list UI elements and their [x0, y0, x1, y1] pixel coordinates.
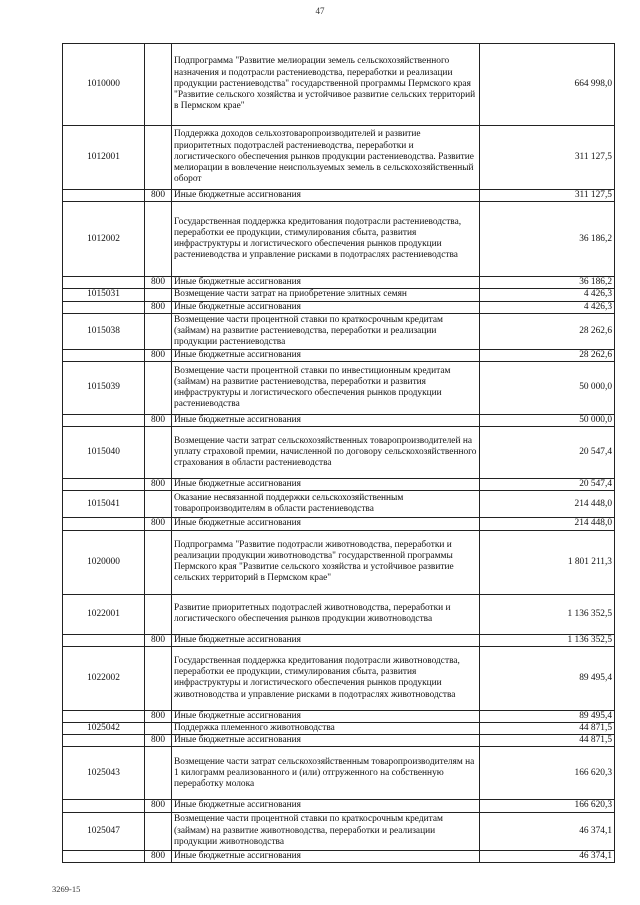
description-cell: Иные бюджетные ассигнования — [172, 850, 480, 862]
amount-cell: 20 547,4 — [480, 427, 615, 479]
description-cell: Иные бюджетные ассигнования — [172, 735, 480, 747]
amount-cell: 44 871,5 — [480, 735, 615, 747]
amount-cell: 214 448,0 — [480, 518, 615, 530]
amount-cell: 4 426,3 — [480, 301, 615, 313]
description-cell: Иные бюджетные ассигнования — [172, 277, 480, 289]
target-code-cell — [63, 735, 145, 747]
amount-cell: 46 374,1 — [480, 850, 615, 862]
description-cell: Иные бюджетные ассигнования — [172, 518, 480, 530]
amount-cell: 50 000,0 — [480, 362, 615, 415]
expense-type-cell — [145, 362, 172, 415]
table-row — [63, 313, 615, 349]
description-cell: Развитие приоритетных подотраслей животноводства, переработки и логистического обеспечения рынков продукции животноводства — [172, 594, 480, 634]
budget-table-body — [63, 44, 615, 863]
target-code-cell — [63, 301, 145, 313]
target-code-cell — [63, 800, 145, 812]
expense-type-cell: 800 — [145, 850, 172, 862]
description-cell: Иные бюджетные ассигнования — [172, 634, 480, 646]
amount-cell: 28 262,6 — [480, 349, 615, 361]
target-code-cell — [63, 190, 145, 202]
table-row — [63, 723, 615, 735]
description-cell: Оказание несвязанной поддержки сельскохозяйственным товаропроизводителям в области растениеводства — [172, 491, 480, 518]
target-code-cell: 1015039 — [63, 362, 145, 415]
expense-type-cell: 800 — [145, 735, 172, 747]
description-cell: Возмещение части процентной ставки по инвестиционным кредитам (займам) на развитие растениеводства, переработки и развития инфраструктуры и логистического обеспечения рынков продукции растениеводства — [172, 362, 480, 415]
expense-type-cell — [145, 812, 172, 850]
expense-type-cell: 800 — [145, 518, 172, 530]
description-cell: Иные бюджетные ассигнования — [172, 479, 480, 491]
amount-cell: 50 000,0 — [480, 415, 615, 427]
table-row — [63, 44, 615, 126]
amount-cell: 311 127,5 — [480, 190, 615, 202]
amount-cell: 214 448,0 — [480, 491, 615, 518]
expense-type-cell: 800 — [145, 190, 172, 202]
target-code-cell: 1012002 — [63, 202, 145, 277]
target-code-cell — [63, 518, 145, 530]
table-row — [63, 491, 615, 518]
target-code-cell: 1022002 — [63, 646, 145, 710]
expense-type-cell — [145, 723, 172, 735]
target-code-cell — [63, 277, 145, 289]
expense-type-cell — [145, 530, 172, 594]
amount-cell: 44 871,5 — [480, 723, 615, 735]
amount-cell: 166 620,3 — [480, 747, 615, 800]
table-row — [63, 277, 615, 289]
description-cell: Возмещение части затрат на приобретение элитных семян — [172, 289, 480, 301]
target-code-cell: 1012001 — [63, 126, 145, 190]
table-row — [63, 530, 615, 594]
target-code-cell: 1010000 — [63, 44, 145, 126]
amount-cell: 1 136 352,5 — [480, 634, 615, 646]
table-row — [63, 518, 615, 530]
table-row — [63, 850, 615, 862]
expense-type-cell: 800 — [145, 415, 172, 427]
description-cell: Государственная поддержка кредитования подотрасли растениеводства, переработки ее продукции, стимулирования сбыта, развития инфраструктуры и логистического обеспечения рынков продукции растениеводства и управление рисками в подотраслях растениеводства — [172, 202, 480, 277]
expense-type-cell: 800 — [145, 634, 172, 646]
description-cell: Поддержка доходов сельхозтоваропроизводителей и развитие приоритетных подотраслей растениеводства, переработки и логистического обеспечения рынков продукции растениеводства. Развитие мелиорации в вовлечение неиспользуемых земель в сельскохозяйственный оборот — [172, 126, 480, 190]
table-row — [63, 710, 615, 722]
amount-cell: 1 136 352,5 — [480, 594, 615, 634]
amount-cell: 89 495,4 — [480, 710, 615, 722]
expense-type-cell — [145, 427, 172, 479]
target-code-cell: 1015038 — [63, 313, 145, 349]
table-row — [63, 594, 615, 634]
table-row — [63, 479, 615, 491]
amount-cell: 1 801 211,3 — [480, 530, 615, 594]
target-code-cell — [63, 634, 145, 646]
table-row — [63, 289, 615, 301]
description-cell: Возмещение части затрат сельскохозяйственных товаропроизводителей на уплату страховой премии, начисленной по договору сельскохозяйственного страхования в области растениеводства — [172, 427, 480, 479]
target-code-cell: 1025043 — [63, 747, 145, 800]
expense-type-cell — [145, 202, 172, 277]
description-cell: Государственная поддержка кредитования подотрасли животноводства, переработки ее продукции, стимулирования сбыта, развития инфраструктуры и логистического обеспечения рынков продукции животноводства и управление рисками в подотраслях животноводства — [172, 646, 480, 710]
description-cell: Иные бюджетные ассигнования — [172, 349, 480, 361]
description-cell: Возмещение части процентной ставки по краткосрочным кредитам (займам) на развитие животноводства, переработки и реализации продукции животноводства — [172, 812, 480, 850]
amount-cell: 4 426,3 — [480, 289, 615, 301]
expense-type-cell — [145, 289, 172, 301]
target-code-cell: 1015031 — [63, 289, 145, 301]
expense-type-cell: 800 — [145, 349, 172, 361]
amount-cell: 20 547,4 — [480, 479, 615, 491]
target-code-cell — [63, 349, 145, 361]
target-code-cell — [63, 710, 145, 722]
expense-type-cell: 800 — [145, 301, 172, 313]
table-row — [63, 190, 615, 202]
table-row — [63, 747, 615, 800]
amount-cell: 46 374,1 — [480, 812, 615, 850]
description-cell: Возмещение части затрат сельскохозяйственным товаропроизводителям на 1 килограмм реализованного и (или) отгруженного на собственную переработку молока — [172, 747, 480, 800]
expense-type-cell — [145, 313, 172, 349]
amount-cell: 36 186,2 — [480, 277, 615, 289]
table-row — [63, 202, 615, 277]
table-row — [63, 415, 615, 427]
page-number: 47 — [315, 6, 325, 16]
target-code-cell: 1015040 — [63, 427, 145, 479]
description-cell: Иные бюджетные ассигнования — [172, 190, 480, 202]
expense-type-cell: 800 — [145, 800, 172, 812]
table-row — [63, 634, 615, 646]
description-cell: Подпрограмма "Развитие подотрасли животноводства, переработки и реализации продукции животноводства" государственной программы Пермского края "Развитие сельского хозяйства и устойчивое развитие сельских территорий в Пермском крае" — [172, 530, 480, 594]
target-code-cell: 1015041 — [63, 491, 145, 518]
amount-cell: 664 998,0 — [480, 44, 615, 126]
description-cell: Иные бюджетные ассигнования — [172, 415, 480, 427]
target-code-cell — [63, 850, 145, 862]
amount-cell: 89 495,4 — [480, 646, 615, 710]
table-row — [63, 349, 615, 361]
description-cell: Иные бюджетные ассигнования — [172, 301, 480, 313]
table-row — [63, 362, 615, 415]
expense-type-cell: 800 — [145, 277, 172, 289]
table-row — [63, 735, 615, 747]
target-code-cell: 1020000 — [63, 530, 145, 594]
description-cell: Иные бюджетные ассигнования — [172, 710, 480, 722]
expense-type-cell — [145, 747, 172, 800]
description-cell: Иные бюджетные ассигнования — [172, 800, 480, 812]
amount-cell: 36 186,2 — [480, 202, 615, 277]
budget-table — [62, 43, 615, 863]
description-cell: Возмещение части процентной ставки по краткосрочным кредитам (займам) на развитие растениеводства, переработки и реализации продукции растениеводства — [172, 313, 480, 349]
description-cell: Поддержка племенного животноводства — [172, 723, 480, 735]
expense-type-cell — [145, 594, 172, 634]
target-code-cell: 1022001 — [63, 594, 145, 634]
expense-type-cell: 800 — [145, 479, 172, 491]
table-row — [63, 427, 615, 479]
target-code-cell: 1025042 — [63, 723, 145, 735]
amount-cell: 166 620,3 — [480, 800, 615, 812]
table-row — [63, 126, 615, 190]
expense-type-cell — [145, 491, 172, 518]
expense-type-cell — [145, 126, 172, 190]
amount-cell: 311 127,5 — [480, 126, 615, 190]
amount-cell: 28 262,6 — [480, 313, 615, 349]
target-code-cell — [63, 479, 145, 491]
target-code-cell: 1025047 — [63, 812, 145, 850]
target-code-cell — [63, 415, 145, 427]
expense-type-cell: 800 — [145, 710, 172, 722]
table-row — [63, 812, 615, 850]
description-cell: Подпрограмма "Развитие мелиорации земель сельскохозяйственного назначения и подотрасли растениеводства, переработки и реализации продукции растениеводства" государственной программы Пермского края "Развитие сельского хозяйства и устойчивое развитие сельских территорий в Пермском крае" — [172, 44, 480, 126]
document-code: 3269-15 — [52, 884, 81, 894]
expense-type-cell — [145, 44, 172, 126]
table-row — [63, 646, 615, 710]
table-row — [63, 800, 615, 812]
expense-type-cell — [145, 646, 172, 710]
table-row — [63, 301, 615, 313]
